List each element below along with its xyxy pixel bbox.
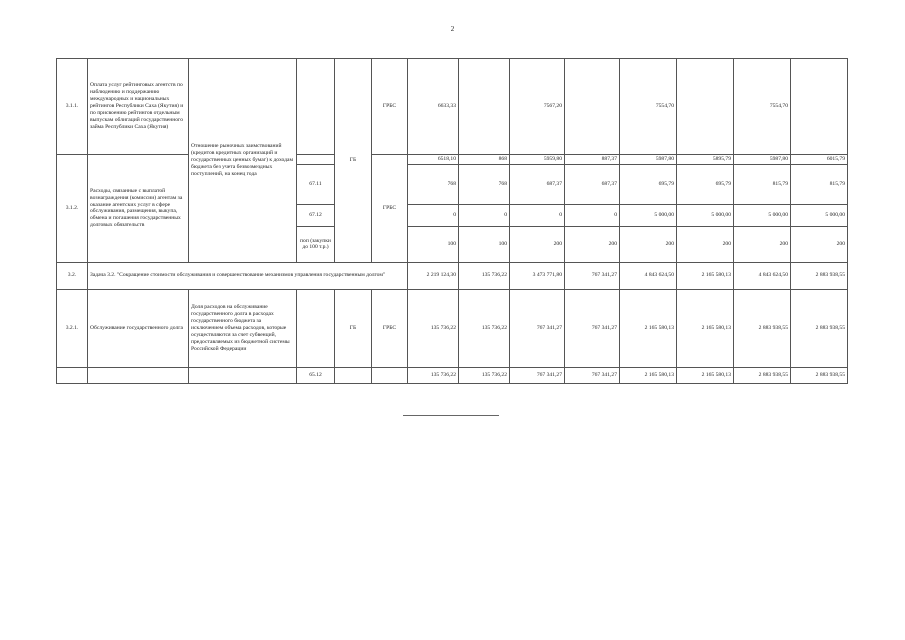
value-cell: 5 000,00: [734, 204, 791, 226]
value-cell: 5 000,00: [620, 204, 677, 226]
role-cell: ГРБС: [372, 155, 408, 263]
value-cell: 2 883 938,55: [791, 262, 848, 289]
value-cell: 200: [510, 226, 565, 262]
value-cell: 7554,70: [620, 59, 677, 155]
value-cell: 6518,10: [408, 155, 459, 165]
value-cell: 687,37: [565, 164, 620, 204]
empty-cell: [57, 367, 88, 383]
value-cell: 200: [565, 226, 620, 262]
row-indicator: Доля расходов на обслуживание государственного долга в расходах государственного бюджета за исключением объема расходов, которые осуществляются за счет субвенций, предоставляемых из бюджетной системы Российской Федерации: [189, 289, 297, 367]
code-cell: 67.12: [297, 204, 335, 226]
code-cell: поп (закупки до 100 т.р.): [297, 226, 335, 262]
code-cell: 65.12: [297, 367, 335, 383]
value-cell: 135 736,22: [408, 367, 459, 383]
value-cell: 2 883 938,55: [791, 289, 848, 367]
value-cell: 200: [734, 226, 791, 262]
value-cell: 0: [408, 204, 459, 226]
budget-table: [56, 58, 848, 384]
row-number: 3.1.1.: [57, 59, 88, 155]
value-cell: 0: [510, 204, 565, 226]
value-cell: [565, 59, 620, 155]
value-cell: 5987,80: [620, 155, 677, 165]
row-indicator: Отношение рыночных заимствований (кредитов кредитных организаций и государственных ценных бумаг) к доходам бюджета без учета безвозмездных поступлений, на конец года: [189, 59, 297, 263]
row-name: Расходы, связанные с выплатой вознаграждения (комиссии) агентам за оказание агентских услуг в сфере обслуживания, размещения, выкупа, обмена и погашения государственных долговых обязательств: [88, 155, 189, 263]
value-cell: 2 219 124,30: [408, 262, 459, 289]
row-number: 3.1.2.: [57, 155, 88, 263]
value-cell: 687,37: [510, 164, 565, 204]
gb-cell: ГБ: [335, 289, 372, 367]
role-cell: ГРБС: [372, 289, 408, 367]
gb-cell: ГБ: [335, 59, 372, 263]
value-cell: 5 000,00: [791, 204, 848, 226]
footer-divider: [403, 415, 499, 416]
value-cell: 2 165 580,13: [677, 262, 734, 289]
value-cell: 767 341,27: [565, 289, 620, 367]
row-number: 3.2.1.: [57, 289, 88, 367]
role-cell: ГРБС: [372, 59, 408, 155]
value-cell: 815,79: [734, 164, 791, 204]
table-row-3-1-1: [57, 59, 848, 155]
value-cell: 767 341,27: [565, 262, 620, 289]
table-row-3-2: [57, 262, 848, 289]
code-cell: 67.11: [297, 164, 335, 204]
value-cell: 5895,79: [677, 155, 734, 165]
value-cell: 2 883 938,55: [734, 289, 791, 367]
value-cell: 2 165 580,13: [677, 289, 734, 367]
value-cell: 7567,20: [510, 59, 565, 155]
value-cell: 768: [459, 164, 510, 204]
value-cell: 2 165 580,13: [620, 289, 677, 367]
value-cell: 815,79: [791, 164, 848, 204]
value-cell: 767 341,27: [510, 289, 565, 367]
row-name: Обслуживание государственного долга: [88, 289, 189, 367]
value-cell: 5959,80: [510, 155, 565, 165]
value-cell: 200: [620, 226, 677, 262]
value-cell: 100: [459, 226, 510, 262]
empty-cell: [372, 367, 408, 383]
value-cell: 6015,79: [791, 155, 848, 165]
value-cell: [459, 59, 510, 155]
empty-cell: [189, 367, 297, 383]
page-number: 2: [450, 25, 455, 33]
value-cell: 887,37: [565, 155, 620, 165]
value-cell: 695,79: [620, 164, 677, 204]
task-title: Задача 3.2. "Сокращение стоимости обслуживания и совершенствование механизмов управления государственным долгом": [88, 262, 408, 289]
code-cell: [297, 289, 335, 367]
value-cell: 767 341,27: [510, 367, 565, 383]
value-cell: [791, 59, 848, 155]
value-cell: 4 843 624,50: [620, 262, 677, 289]
code-cell: [297, 155, 335, 165]
value-cell: 767 341,27: [565, 367, 620, 383]
value-cell: 135 736,22: [459, 289, 510, 367]
value-cell: 5 000,00: [677, 204, 734, 226]
value-cell: 2 165 580,13: [620, 367, 677, 383]
value-cell: 868: [459, 155, 510, 165]
value-cell: 695,79: [677, 164, 734, 204]
value-cell: 135 736,22: [459, 367, 510, 383]
row-name: Оплата услуг рейтинговых агентств по наблюдению и поддержанию международных и национальных рейтингов Республики Саха (Якутия) и по присвоению рейтингов отдельным выпускам облигаций государственного займа Республики Саха (Якутия): [88, 59, 189, 155]
value-cell: 3 473 771,80: [510, 262, 565, 289]
table-row: [57, 367, 848, 383]
table-row-3-2-1: [57, 289, 848, 367]
value-cell: 100: [408, 226, 459, 262]
value-cell: 5987,80: [734, 155, 791, 165]
value-cell: 135 736,22: [408, 289, 459, 367]
value-cell: 2 883 938,55: [791, 367, 848, 383]
value-cell: 0: [565, 204, 620, 226]
empty-cell: [335, 367, 372, 383]
value-cell: 7554,70: [734, 59, 791, 155]
value-cell: 768: [408, 164, 459, 204]
value-cell: 4 843 624,50: [734, 262, 791, 289]
value-cell: 2 165 580,13: [677, 367, 734, 383]
value-cell: 2 883 938,55: [734, 367, 791, 383]
code-cell: [297, 59, 335, 155]
table-row-3-1-2: [57, 155, 848, 165]
value-cell: [677, 59, 734, 155]
row-number: 3.2.: [57, 262, 88, 289]
value-cell: 6633,33: [408, 59, 459, 155]
value-cell: 200: [791, 226, 848, 262]
value-cell: 0: [459, 204, 510, 226]
empty-cell: [88, 367, 189, 383]
value-cell: 135 736,22: [459, 262, 510, 289]
value-cell: 200: [677, 226, 734, 262]
